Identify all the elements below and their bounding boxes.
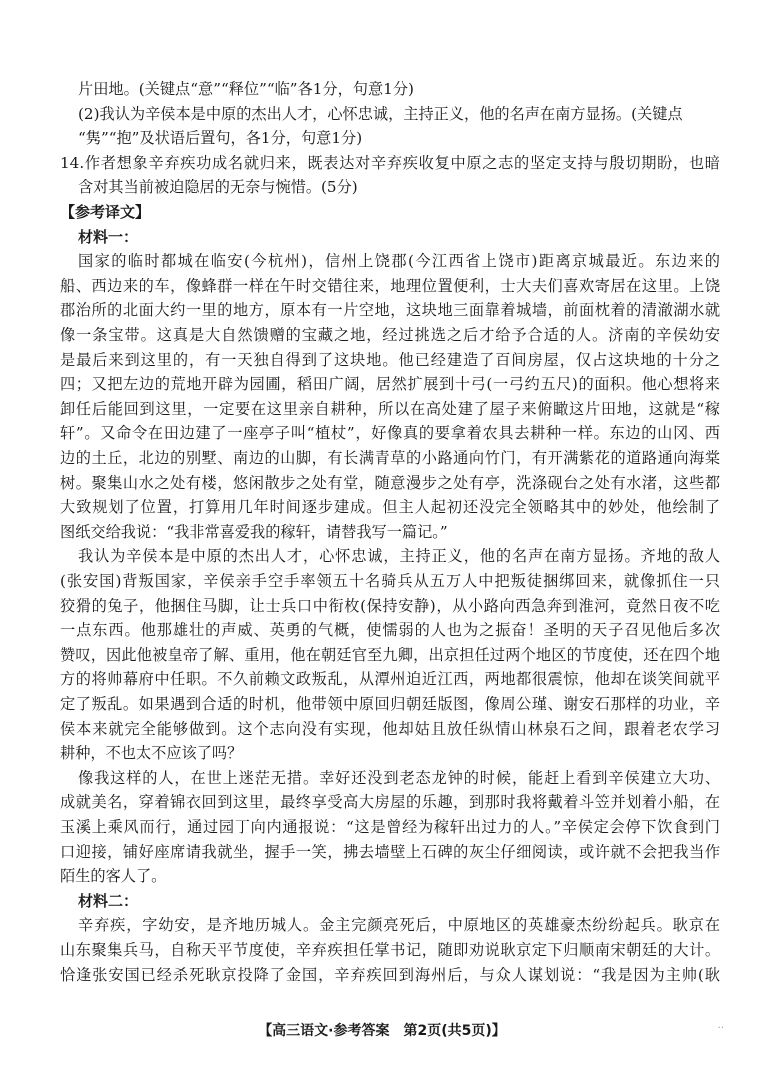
text-line: 狡猾的兔子，他捆住马脚，让士兵口中衔枚(保持安静)，从小路向西急奔到淮河，竟然日夜不吃 bbox=[60, 596, 720, 615]
text-line: 国家的临时都城在临安(今杭州)，信州上饶郡(今江西省上饶市)距离京城最近。东边来的 bbox=[78, 252, 720, 271]
text-line: 我认为辛侯本是中原的杰出人才，心怀忠诚，主持正义，他的名声在南方显扬。齐地的敌人 bbox=[78, 547, 720, 566]
text-line: 成就美名，穿着锦衣回到这里，最终享受高大房屋的乐趣，到那时我将戴着斗笠并划着小船，在 bbox=[60, 793, 720, 812]
text-line: 大致规划了位置，打算用几年时间逐步建成。但主人起初还没完全领略其中的妙处，他绘制了 bbox=[60, 498, 720, 517]
text-line: “隽”“抱”及状语后置句，各1分，句意1分) bbox=[78, 129, 363, 148]
text-line: 定了叛乱。如果遇到合适的时机，他带领中原回归朝廷版图，像周公瑾、谢安石那样的功业，辛 bbox=[60, 695, 720, 713]
text-line: 树。聚集山水之处有楼，悠闲散步之处有堂，随意漫步之处有亭，洗涤砚台之处有水渚，这些都 bbox=[60, 473, 720, 492]
text-line: 方的将帅幕府中任职。不久前赖文政叛乱，从潭州迫近江西，两地都很震惊，他却在谈笑间就平 bbox=[60, 670, 720, 689]
text-line: 辛弃疾，字幼安，是齐地历城人。金主完颜亮死后，中原地区的英雄豪杰纷纷起兵。耿京在 bbox=[78, 916, 720, 935]
text-line: 口迎接，铺好座席请我就坐，握手一笑，拂去墙壁上石碑的灰尘仔细阅读，或许就不会把我当作 bbox=[60, 842, 720, 861]
text-line: 一点东西。他那雄壮的声威、英勇的气概，使懦弱的人也为之振奋！圣明的天子召见他后多次 bbox=[60, 621, 720, 640]
text-line: 片田地。(关键点“意”“释位”“临”各1分，句意1分) bbox=[78, 80, 414, 98]
text-line: 材料一： bbox=[78, 227, 139, 246]
text-line: 耕种，不也太不应该了吗？ bbox=[60, 744, 243, 763]
text-line: 图纸交给我说：“我非常喜爱我的稼轩，请替我写一篇记。” bbox=[60, 522, 448, 541]
text-line: 材料二： bbox=[78, 891, 139, 910]
page-footer: 【高三语文·参考答案 第2页(共5页)】 bbox=[258, 1023, 506, 1039]
text-line: 是最后来到这里的，有一天独自得到了这块地。他已经建造了百间房屋，仅占这块地的十分之 bbox=[60, 350, 720, 369]
text-line: 山东聚集兵马，自称天平节度使，辛弃疾担任掌书记，随即劝说耿京定下归顺南宋朝廷的大计。 bbox=[60, 941, 720, 959]
text-line: 卸任后能回到这里，一定要在这里亲自耕种，所以在高处建了屋子来俯瞰这片田地，这就是“稼 bbox=[60, 399, 720, 418]
text-line: 赞叹，因此他被皇帝了解、重用，他在朝廷官至九卿，出京担任过两个地区的节度使，还在四个地 bbox=[60, 645, 720, 664]
text-line: 陌生的客人了。 bbox=[60, 867, 167, 886]
text-line: 四；又把左边的荒地开辟为园圃，稻田广阔，居然扩展到十弓(一弓约五尺)的面积。他心想将来 bbox=[60, 375, 720, 394]
text-line: 恰逢张安国已经杀死耿京投降了金国，辛弃疾回到海州后，与众人谋划说：“我是因为主帅(耿 bbox=[60, 965, 720, 984]
text-line: 14.作者想象辛弃疾功成名就归来，既表达对辛弃疾收复中原之志的坚定支持与殷切期盼，也暗 bbox=[60, 153, 720, 172]
text-line: 像一条宝带。这真是大自然馈赠的宝藏之地，经过挑选之后才给予合适的人。济南的辛侯幼安 bbox=[60, 326, 720, 344]
text-line: (2)我认为辛侯本是中原的杰出人才，心怀忠诚，主持正义，他的名声在南方显扬。(关键点 bbox=[78, 104, 683, 123]
text-line: 【参考译文】 bbox=[60, 203, 151, 221]
corner-mark: .. bbox=[717, 1020, 724, 1031]
text-line: 边的土丘，北边的别墅、南边的山脚，有长满青草的小路通向竹门，有开满紫花的道路通向海棠 bbox=[60, 449, 720, 467]
text-line: 郡治所的北面大约一里的地方，原本有一片空地，这块地三面靠着城墙，前面枕着的清澈湖水就 bbox=[60, 301, 720, 320]
text-line: 含对其当前被迫隐居的无奈与惋惜。(5分) bbox=[78, 178, 358, 197]
text-line: 侯本来就完全能够做到。这个志向没有实现，他却姑且放任纵情山林泉石之间，跟着老农学习 bbox=[60, 719, 720, 738]
text-line: 轩”。又命令在田边建了一座亭子叫“植杖”，好像真的要拿着农具去耕种一样。东边的山冈、西 bbox=[60, 424, 720, 443]
text-line: (张安国)背叛国家，辛侯亲手空手率领五十名骑兵从五万人中把叛徒捆绑回来，就像抓住一只 bbox=[60, 572, 720, 590]
text-line: 像我这样的人，在世上迷茫无措。幸好还没到老态龙钟的时候，能赶上看到辛侯建立大功、 bbox=[78, 768, 720, 787]
text-line: 玉溪上乘风而行，通过园丁向内通报说：“这是曾经为稼轩出过力的人。”辛侯定会停下饮食到门 bbox=[60, 818, 720, 836]
text-line: 船、西边来的车，像蜂群一样在午时交错往来，地理位置便利，士大夫们喜欢寄居在这里。上饶 bbox=[60, 276, 720, 295]
